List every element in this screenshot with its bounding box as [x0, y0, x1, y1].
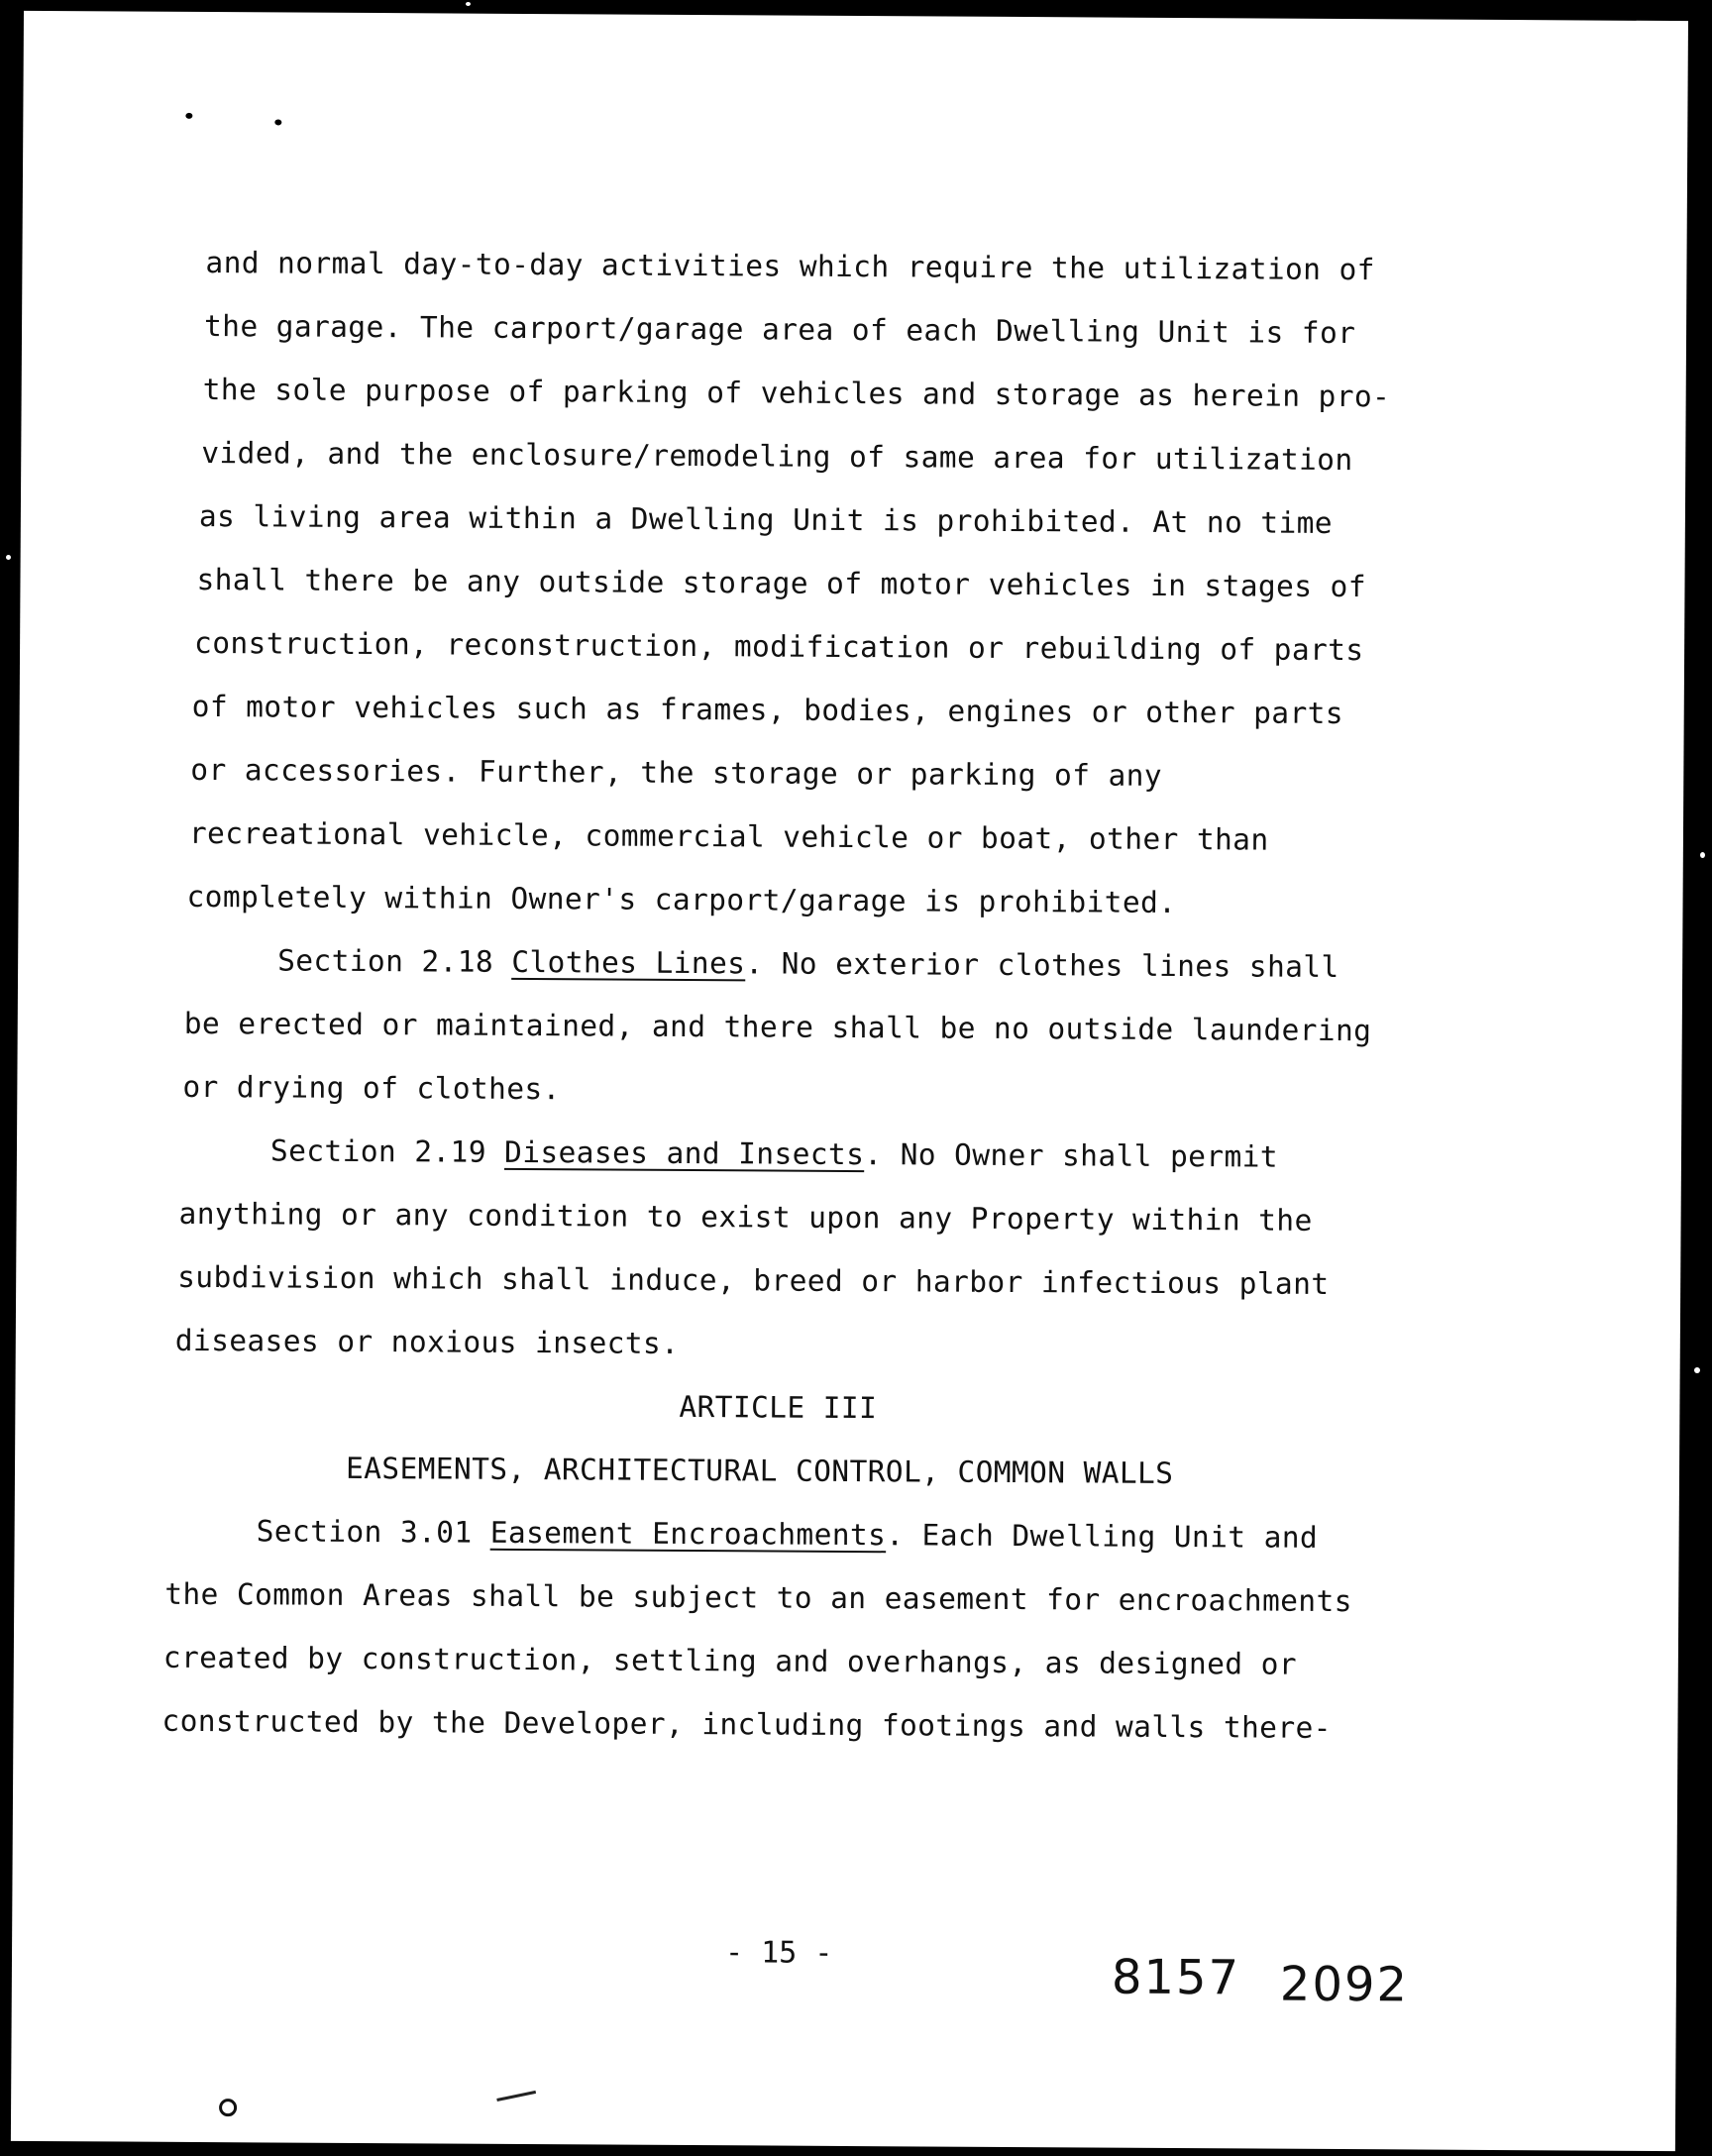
body-line: constructed by the Developer, including footings and walls there- — [161, 1703, 1332, 1745]
body-line: as living area within a Dwelling Unit is prohibited. At no time — [198, 498, 1334, 540]
body-line: or drying of clothes. — [182, 1069, 561, 1107]
section-title: Easement Encroachments — [489, 1515, 887, 1553]
section-3-01-first-line — [257, 1514, 1319, 1555]
section-text: . Each Dwelling Unit and — [886, 1518, 1319, 1555]
section-2-18-first-line — [277, 943, 1339, 984]
body-line: the sole purpose of parking of vehicles and storage as herein pro- — [202, 372, 1391, 414]
body-line: created by construction, settling and overhangs, as designed or — [162, 1640, 1298, 1681]
scan-speck — [1694, 1367, 1700, 1373]
recording-book-number: 8157 — [1111, 1949, 1241, 2006]
document-page — [11, 11, 1688, 2151]
section-title: Diseases and Insects — [503, 1134, 865, 1172]
page-number: - 15 - — [724, 1935, 833, 1971]
section-2-19-first-line — [270, 1133, 1278, 1173]
body-line: shall there be any outside storage of motor vehicles in stages of — [196, 562, 1367, 604]
article-heading: ARTICLE III — [679, 1389, 878, 1426]
recording-page-number: 2092 — [1279, 1956, 1410, 2013]
scan-speck — [1700, 852, 1705, 858]
body-line: recreational vehicle, commercial vehicle or boat, other than — [188, 815, 1269, 857]
scan-mark — [219, 2099, 237, 2116]
body-line: be erected or maintained, and there shall be no outside laundering — [183, 1006, 1372, 1048]
body-line: construction, reconstruction, modification or rebuilding of parts — [194, 625, 1364, 668]
section-text: . No Owner shall permit — [864, 1137, 1279, 1174]
body-line: of motor vehicles such as frames, bodies, engines or other parts — [191, 689, 1344, 731]
body-line: subdivision which shall induce, breed or harbor infectious plant — [177, 1259, 1330, 1301]
margin-mark — [185, 113, 192, 119]
body-line: or accessories. Further, the storage or parking of any — [190, 752, 1163, 793]
scan-speck — [6, 555, 11, 560]
body-line: and normal day-to-day activities which require the utilization of — [205, 245, 1375, 287]
section-label: Section 2.18 — [277, 943, 494, 979]
section-label: Section 3.01 — [256, 1514, 473, 1550]
body-line: vided, and the enclosure/remodeling of same area for utilization — [201, 435, 1353, 478]
section-title: Clothes Lines — [511, 944, 746, 981]
section-label: Section 2.19 — [269, 1133, 487, 1169]
body-line: completely within Owner's carport/garage is prohibited. — [186, 879, 1177, 919]
article-subheading: EASEMENTS, ARCHITECTURAL CONTROL, COMMON WALLS — [345, 1451, 1174, 1490]
section-text: . No exterior clothes lines shall — [745, 946, 1339, 984]
body-line: the Common Areas shall be subject to an easement for encroachments — [164, 1576, 1352, 1619]
body-line: anything or any condition to exist upon any Property within the — [178, 1196, 1313, 1238]
scan-speck — [466, 2, 471, 6]
margin-mark — [274, 119, 281, 125]
body-line: diseases or noxious insects. — [174, 1323, 680, 1360]
scan-mark — [496, 2091, 536, 2102]
body-line: the garage. The carport/garage area of each Dwelling Unit is for — [203, 308, 1356, 351]
